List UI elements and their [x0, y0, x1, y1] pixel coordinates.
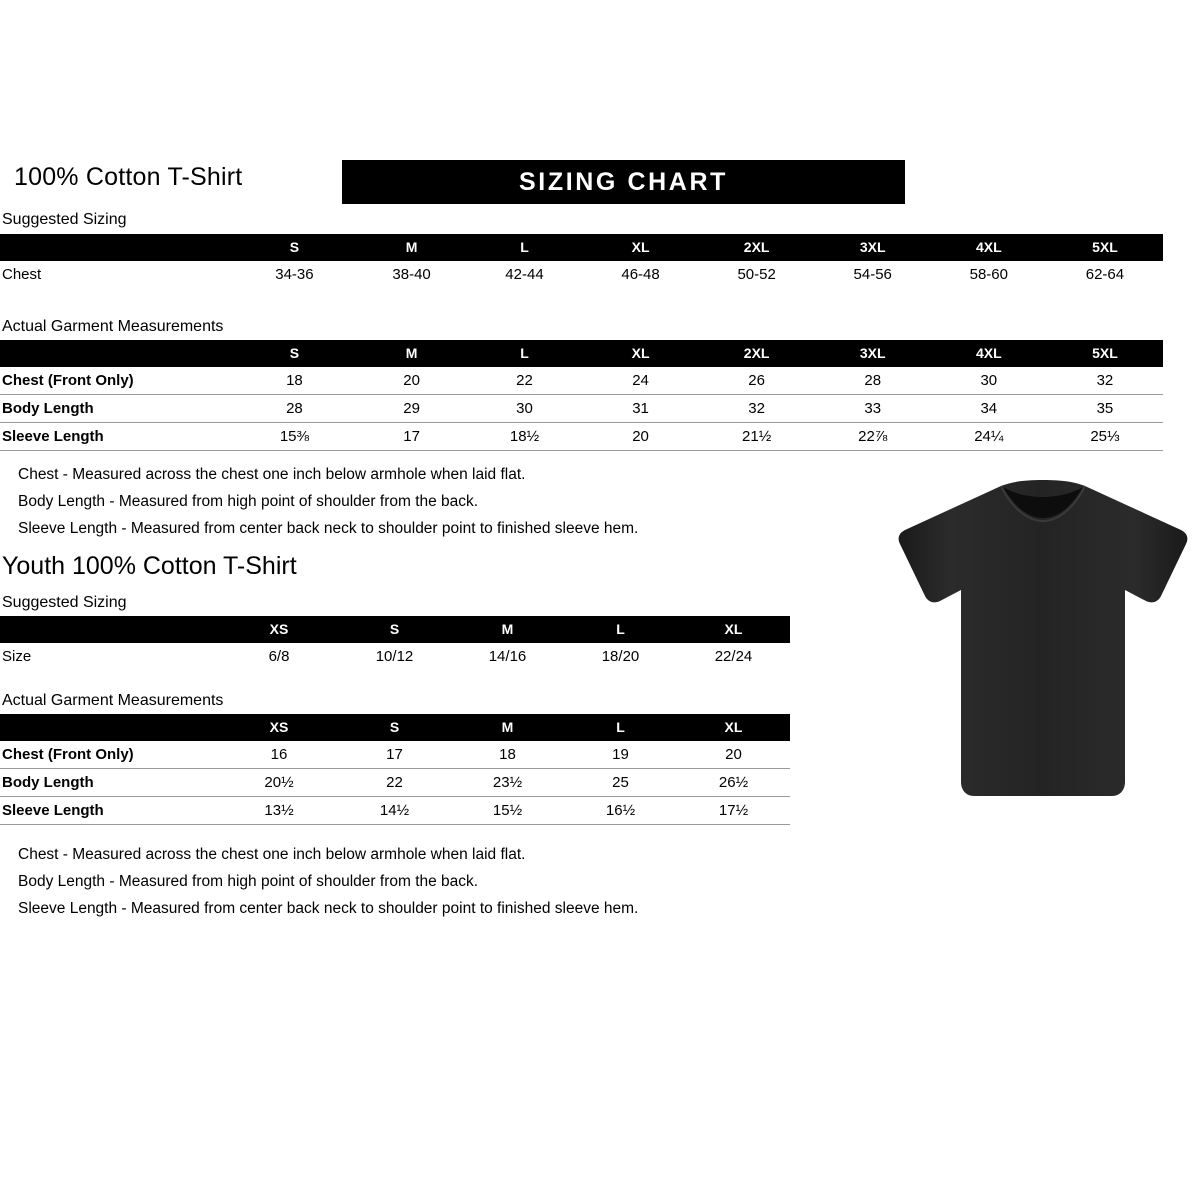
youth-product-title: Youth 100% Cotton T-Shirt [2, 552, 297, 580]
column-header: 4XL [975, 239, 1002, 255]
cell-value: 20½ [264, 774, 294, 791]
column-header: M [501, 719, 514, 735]
cell-value: 21½ [742, 428, 772, 445]
sizing-chart-banner [342, 160, 905, 204]
cell-value: 22 [516, 372, 533, 389]
column-header: XL [724, 719, 743, 735]
youth-actual-measurements-table [0, 714, 790, 825]
sizing-chart-banner-label: SIZING CHART [519, 167, 728, 196]
column-header [0, 714, 220, 741]
cell-value: 16½ [605, 802, 636, 819]
cell-value: 18 [499, 746, 516, 763]
column-header: 3XL [859, 239, 886, 255]
cell-value: 29 [403, 400, 420, 417]
adult-suggested-sizing-label: Suggested Sizing [2, 211, 127, 228]
cell-value: 17½ [718, 802, 749, 819]
column-header: XS [269, 621, 289, 637]
cell-value: 54-56 [853, 266, 892, 283]
note-sleeve-length: Sleeve Length - Measured from center back neck to shoulder point to finished sleeve hem. [18, 520, 639, 537]
cell-value: 6/8 [268, 648, 290, 665]
cell-value: 34 [980, 400, 998, 417]
cell-value: 14/16 [488, 648, 527, 665]
table-header-row [0, 340, 1163, 367]
table-header-row [0, 616, 790, 643]
cell-value: 13½ [264, 802, 294, 819]
cell-value: 28 [864, 372, 882, 389]
cell-value: 22/24 [714, 648, 753, 665]
cell-value: 50-52 [737, 266, 776, 283]
cell-value: 32 [748, 400, 765, 417]
cell-value: 18½ [509, 428, 540, 445]
note-chest: Chest - Measured across the chest one inch below armhole when laid flat. [18, 846, 526, 863]
cell-value: 26 [748, 372, 765, 389]
adult-measurement-notes [18, 461, 638, 542]
cell-value: 24¼ [974, 428, 1004, 445]
column-header: 2XL [743, 239, 770, 255]
cell-value: 35 [1096, 400, 1114, 417]
cell-value: 62-64 [1085, 266, 1125, 283]
cell-value: 18 [286, 372, 303, 389]
note-sleeve-length: Sleeve Length - Measured from center back neck to shoulder point to finished sleeve hem. [18, 900, 639, 917]
table-row [0, 261, 1163, 288]
column-header: L [520, 345, 529, 361]
row-label: Chest [2, 266, 42, 283]
row-label: Sleeve Length [2, 428, 104, 445]
table-row [0, 395, 1163, 423]
column-header: S [289, 239, 300, 255]
cell-value: 33 [864, 400, 882, 417]
cell-value: 15⅜ [279, 428, 310, 445]
cell-value: 22 [386, 774, 403, 791]
table-row [0, 367, 1163, 395]
column-header: M [405, 345, 418, 361]
cell-value: 17 [386, 746, 403, 763]
cell-value: 34-36 [275, 266, 314, 283]
column-header: 3XL [859, 345, 886, 361]
column-header [0, 616, 220, 643]
t-shirt-illustration [893, 478, 1193, 808]
cell-value: 20 [725, 746, 742, 763]
youth-suggested-sizing-label: Suggested Sizing [2, 594, 127, 611]
cell-value: 26½ [718, 774, 749, 791]
cell-value: 10/12 [375, 648, 414, 665]
table-row [0, 741, 790, 769]
cell-value: 18/20 [601, 648, 640, 665]
adult-suggested-sizing-table [0, 234, 1163, 288]
note-body-length: Body Length - Measured from high point of shoulder from the back. [18, 873, 479, 890]
cell-value: 38-40 [392, 266, 431, 283]
row-label: Chest (Front Only) [2, 372, 134, 389]
cell-value: 46-48 [621, 266, 660, 283]
adult-actual-measurements-label: Actual Garment Measurements [2, 318, 224, 335]
row-label: Body Length [2, 400, 94, 417]
column-header: XS [269, 719, 289, 735]
column-header: 5XL [1092, 345, 1118, 361]
column-header: 2XL [743, 345, 770, 361]
cell-value: 28 [286, 400, 303, 417]
cell-value: 23½ [492, 774, 523, 791]
column-header: L [520, 239, 529, 255]
cell-value: 16 [270, 746, 288, 763]
table-row [0, 423, 1163, 451]
column-header: 5XL [1092, 239, 1118, 255]
column-header: XL [724, 621, 743, 637]
column-header: S [289, 345, 300, 361]
cell-value: 20 [403, 372, 420, 389]
table-header-row [0, 234, 1163, 261]
cell-value: 58-60 [969, 266, 1008, 283]
cell-value: 25 [612, 774, 629, 791]
adult-product-title: 100% Cotton T-Shirt [14, 163, 243, 191]
table-row [0, 643, 790, 670]
cell-value: 14½ [379, 802, 410, 819]
cell-value: 31 [632, 400, 649, 417]
column-header: XL [631, 345, 650, 361]
cell-value: 32 [1096, 372, 1114, 389]
cell-value: 30 [980, 372, 998, 389]
column-header: L [616, 621, 625, 637]
cell-value: 19 [612, 746, 629, 763]
youth-suggested-sizing-table [0, 616, 790, 670]
note-chest: Chest - Measured across the chest one inch below armhole when laid flat. [18, 466, 526, 483]
column-header: M [501, 621, 514, 637]
row-label: Chest (Front Only) [2, 746, 134, 763]
table-header-row [0, 714, 790, 741]
cell-value: 17 [403, 428, 420, 445]
cell-value: 25⅓ [1090, 428, 1120, 445]
cell-value: 24 [632, 372, 649, 389]
table-row [0, 769, 790, 797]
cell-value: 22⅞ [858, 428, 888, 445]
column-header: S [389, 621, 400, 637]
column-header: 4XL [975, 345, 1002, 361]
column-header: XL [631, 239, 650, 255]
cell-value: 30 [516, 400, 533, 417]
note-body-length: Body Length - Measured from high point of shoulder from the back. [18, 493, 479, 510]
column-header [0, 234, 232, 261]
cell-value: 42-44 [505, 266, 544, 283]
youth-actual-measurements-label: Actual Garment Measurements [2, 692, 224, 709]
table-row [0, 797, 790, 825]
row-label: Size [2, 648, 32, 665]
row-label: Sleeve Length [2, 802, 104, 819]
cell-value: 20 [632, 428, 649, 445]
column-header: M [405, 239, 418, 255]
column-header: L [616, 719, 625, 735]
youth-measurement-notes [18, 841, 638, 922]
adult-actual-measurements-table [0, 340, 1163, 451]
column-header: S [389, 719, 400, 735]
column-header [0, 340, 232, 367]
row-label: Body Length [2, 774, 94, 791]
cell-value: 15½ [492, 802, 523, 819]
